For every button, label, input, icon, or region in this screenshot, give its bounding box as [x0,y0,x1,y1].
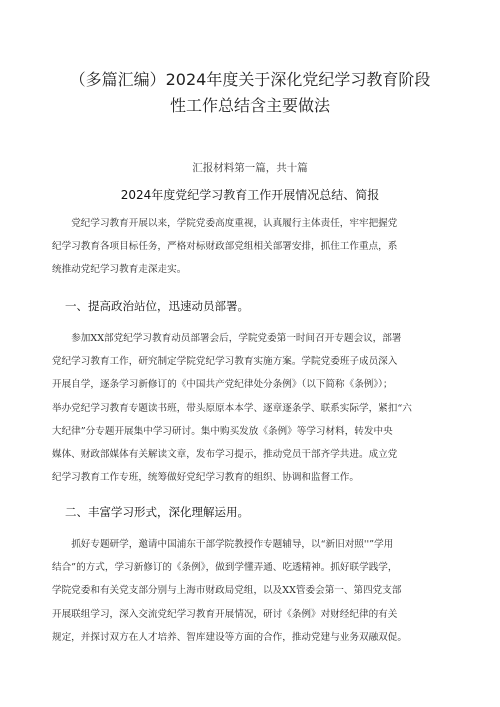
document-subtitle: 2024年度党纪学习教育工作开展情况总结、简报 [120,188,380,202]
document-meta: 汇报材料第一篇，共十篇 [192,162,308,174]
section-1-line: 媒体、财政部媒体有关解读文章，发布学习提示，推动党员干部齐学共进。成立党 [52,449,398,461]
section-1-line: 举办党纪学习教育专题读书班，带头原原本本学、逐章逐条学、联系实际学，紧扣“六 [52,402,412,414]
intro-paragraph [52,212,452,282]
section-1-line: 大纪律”分专题开展集中学习研讨。集中购买发放《条例》等学习材料，转发中央 [52,425,393,437]
section-1-line: 参加XX部党纪学习教育动员部署会后，学院党委第一时间召开专题会议，部署 [71,333,402,344]
section-1-line: 开展自学，逐条学习新修订的《中国共产党纪律处分条例》（以下简称《条例》）； [52,379,393,391]
section-1-heading: 一、提高政治站位，迅速动员部署。 [65,299,249,313]
document-title-line-1: （多篇汇编）2024年度关于深化党纪学习教育阶段 [69,70,431,89]
document-title-line-2: 性工作总结含主要做法 [169,96,330,115]
section-2-line: 开展联组学习，深入交流党纪学习教育开展情况，研讨《条例》对财经纪律的有关 [52,608,398,620]
section-1-line: 纪学习教育工作专班，统筹做好党纪学习教育的组织、协调和监督工作。 [52,472,359,484]
section-2-line: 规定，并探讨双方在人才培养、智库建设等方面的合作，推动党建与业务双融双促。 [52,631,407,643]
intro-line: 党纪学习教育开展以来，学院党委高度重视，认真履行主体责任，牢牢把握党 [71,218,398,229]
intro-line: 纪学习教育各项目标任务，严格对标财政部党组相关部署安排，抓住工作重点，系 [52,241,398,253]
section-1-line: 党纪学习教育工作，研究制定学院党纪学习教育实施方案。学院党委班子成员深入 [52,356,398,368]
section-2-line: 结合”的方式，学习新修订的《条例》，做到学懂弄通、吃透精神。抓好联学践学， [52,562,398,574]
section-2-line: 抓好专题研学，邀请中国浦东干部学院教授作专题辅导，以“新旧对照''”学用 [71,539,394,550]
section-2-line: 学院党委和有关党支部分别与上海市财政局党组，以及XX管委会第一、第四党支部 [52,585,402,597]
section-2-paragraph [52,533,452,649]
intro-line: 统推动党纪学习教育走深走实。 [52,264,187,276]
section-2-heading: 二、丰富学习形式，深化理解运用。 [65,505,249,519]
section-1-paragraph [52,327,452,489]
